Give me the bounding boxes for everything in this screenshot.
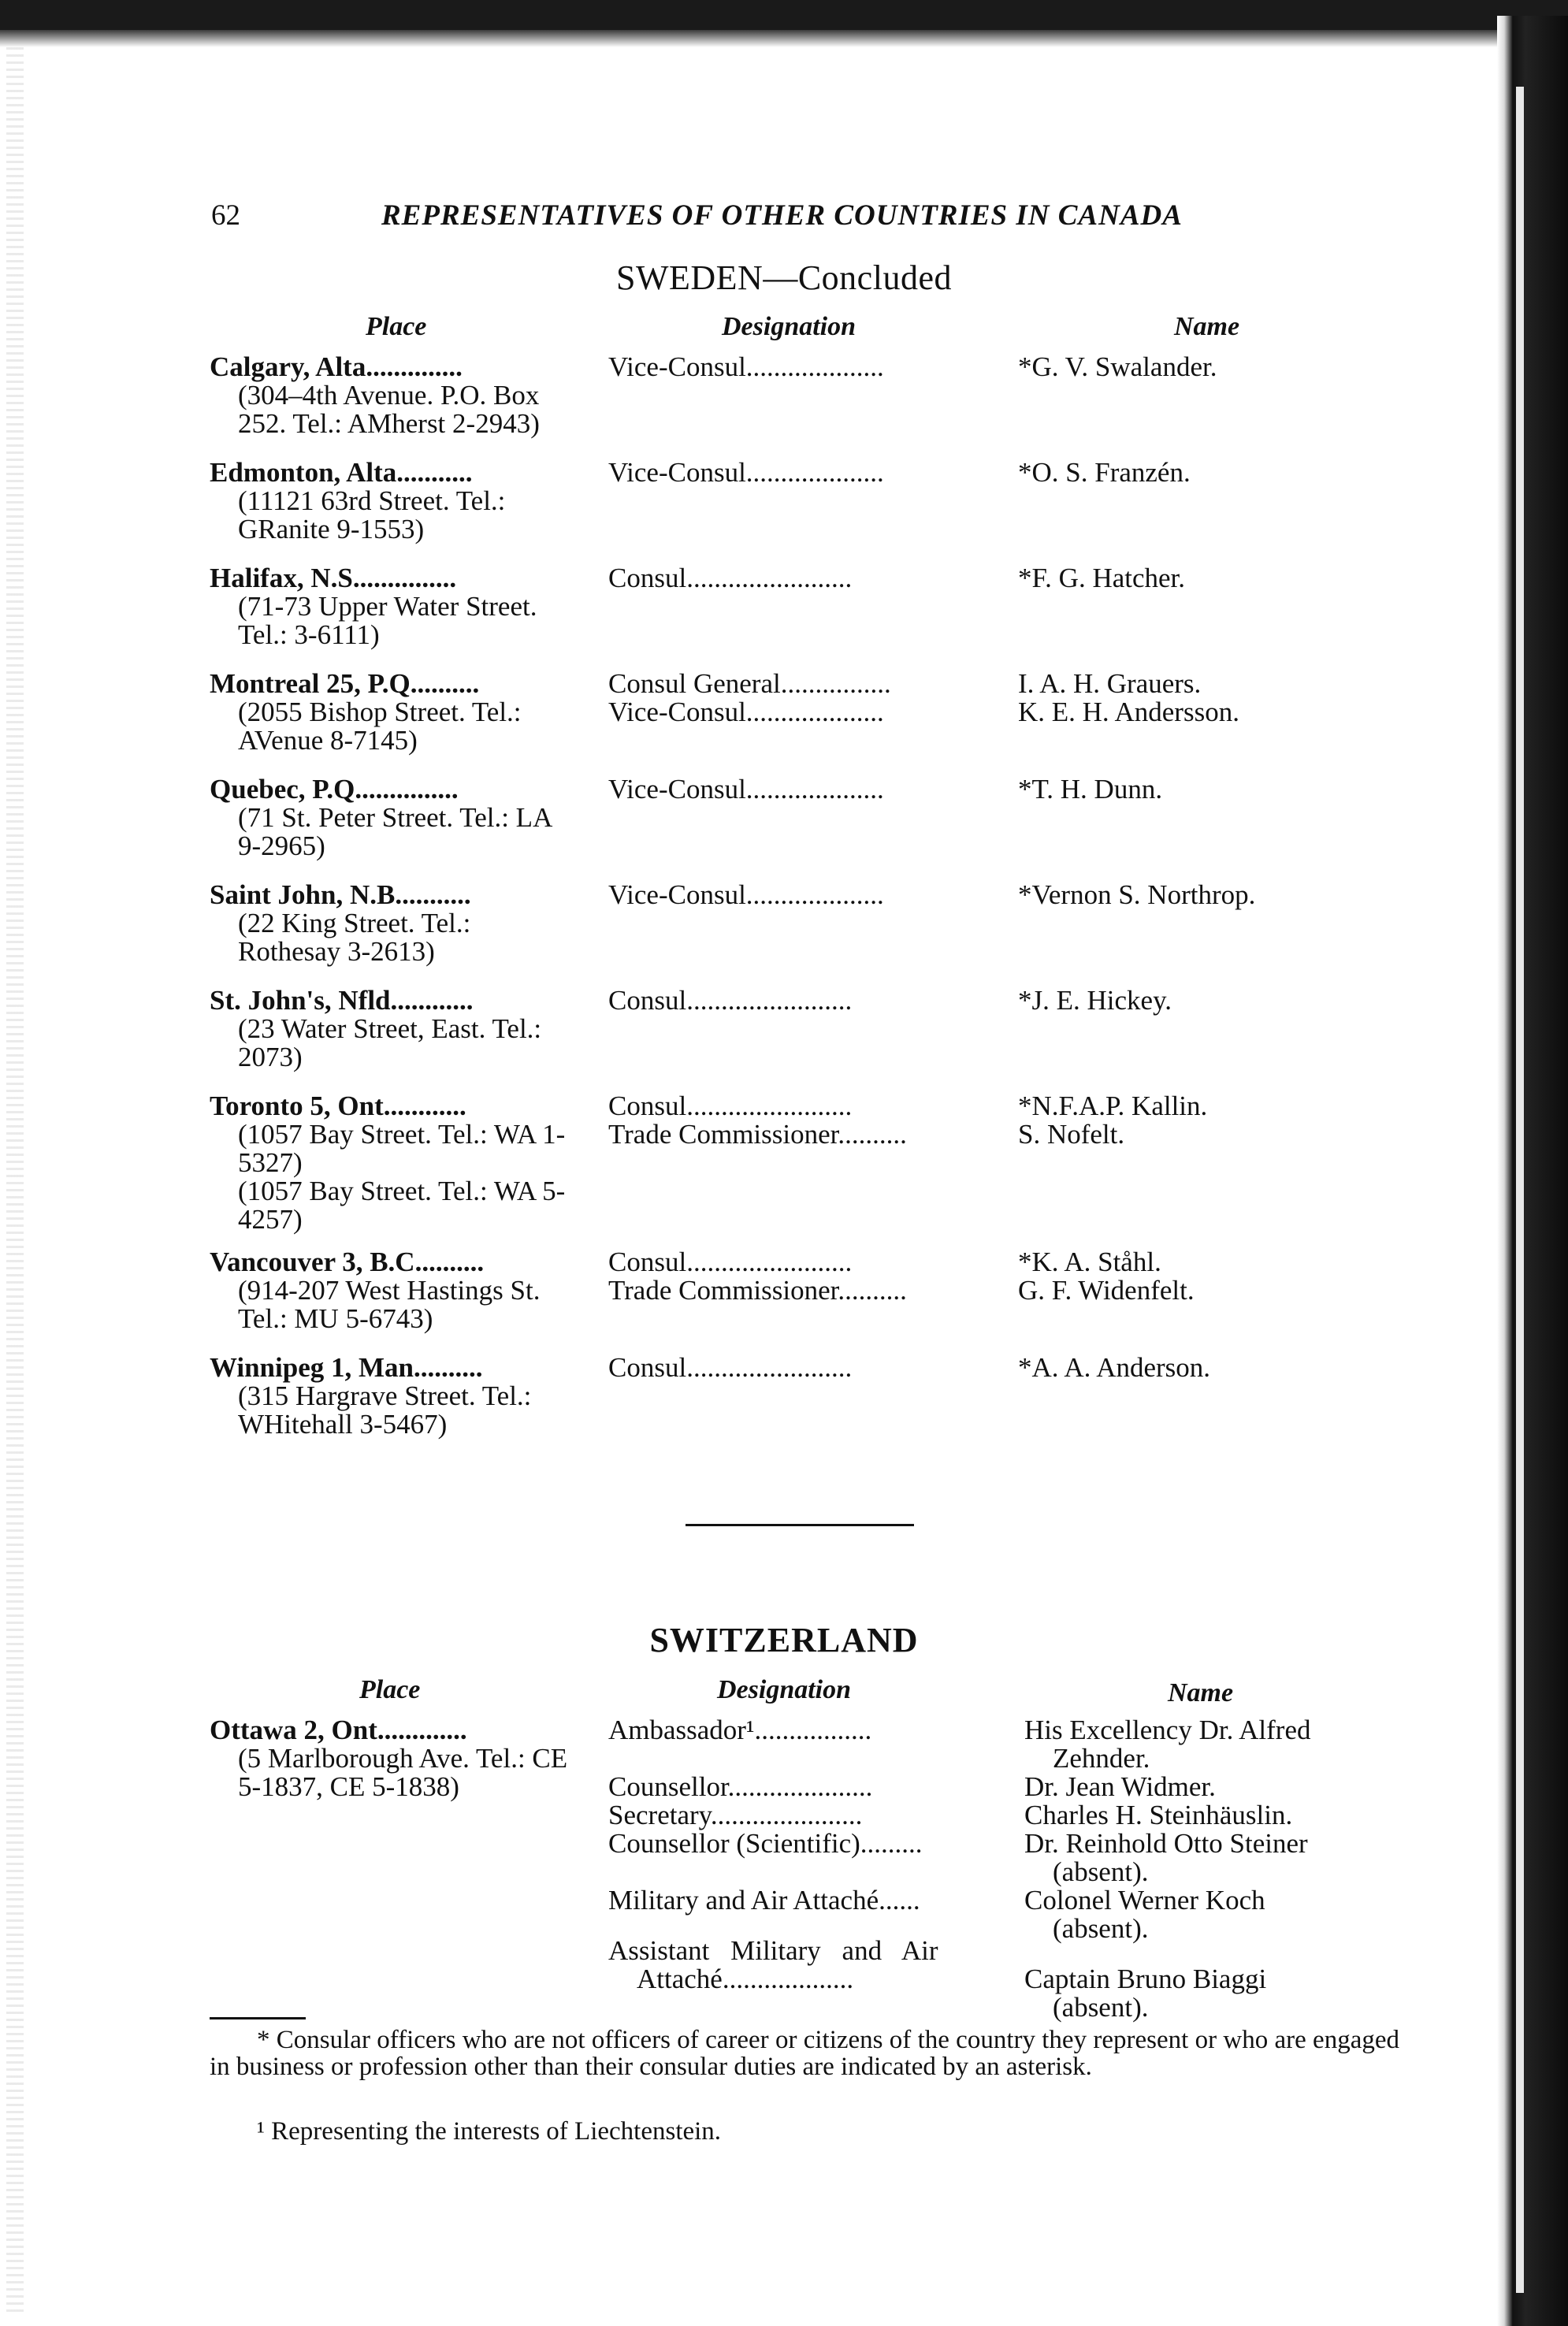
officer-name: *G. V. Swalander. xyxy=(1018,351,1217,382)
officer-name: (absent). xyxy=(1053,1992,1149,2023)
place-address: (23 Water Street, East. Tel.: 2073) xyxy=(238,1013,542,1072)
place-name: Quebec, P.Q............... xyxy=(210,774,459,804)
section-divider xyxy=(686,1524,914,1526)
place-name: Halifax, N.S............... xyxy=(210,563,457,593)
officer-name: Zehnder. xyxy=(1053,1743,1150,1774)
designation: Consul General................ xyxy=(608,668,891,699)
column-header-place: Place xyxy=(366,312,427,341)
place-name: Toronto 5, Ont............ xyxy=(210,1091,466,1121)
footnote-rule xyxy=(210,2017,306,2019)
officer-name: *F. G. Hatcher. xyxy=(1018,563,1186,593)
place-address: (5 Marlborough Ave. Tel.: CE 5-1837, CE 5-1838) xyxy=(238,1743,568,1802)
officer-name: His Excellency Dr. Alfred xyxy=(1024,1715,1311,1745)
officer-name: K. E. H. Andersson. xyxy=(1018,697,1239,727)
designation: Counsellor (Scientific)......... xyxy=(608,1828,923,1859)
officer-name: *Vernon S. Northrop. xyxy=(1018,879,1256,910)
officer-name: *A. A. Anderson. xyxy=(1018,1352,1211,1383)
place-name: St. John's, Nfld............ xyxy=(210,985,474,1016)
place-address: (304–4th Avenue. P.O. Box 252. Tel.: AMherst 2-2943) xyxy=(238,380,540,439)
place-name: Saint John, N.B........... xyxy=(210,879,471,910)
place-name: Edmonton, Alta........... xyxy=(210,457,473,488)
place-address: (1057 Bay Street. Tel.: WA 5-4257) xyxy=(238,1176,566,1235)
place-name: Vancouver 3, B.C.......... xyxy=(210,1247,485,1277)
column-header-designation: Designation xyxy=(722,312,856,341)
place-address: (22 King Street. Tel.: Rothesay 3-2613) xyxy=(238,908,471,967)
officer-name: Charles H. Steinhäuslin. xyxy=(1024,1800,1293,1830)
place-address: (71-73 Upper Water Street. Tel.: 3-6111) xyxy=(238,591,537,650)
officer-name: *J. E. Hickey. xyxy=(1018,985,1172,1016)
place-address: (71 St. Peter Street. Tel.: LA 9-2965) xyxy=(238,802,552,861)
place-address: (1057 Bay Street. Tel.: WA 1-5327) xyxy=(238,1119,566,1178)
designation: Trade Commissioner.......... xyxy=(608,1119,907,1150)
designation: Ambassador¹................. xyxy=(608,1715,872,1745)
place-address: (315 Hargrave Street. Tel.: WHitehall 3-5467) xyxy=(238,1380,532,1440)
officer-name: (absent). xyxy=(1053,1856,1149,1887)
officer-name: I. A. H. Grauers. xyxy=(1018,668,1202,699)
designation: Vice-Consul.................... xyxy=(608,697,884,727)
designation: Attaché................... xyxy=(637,1964,854,1994)
designation: Vice-Consul.................... xyxy=(608,879,884,910)
footnote-one: ¹ Representing the interests of Liechtenstein. xyxy=(257,2117,722,2146)
place-name: Ottawa 2, Ont............. xyxy=(210,1715,467,1745)
designation: Military and Air Attaché...... xyxy=(608,1885,920,1915)
designation: Counsellor..................... xyxy=(608,1771,873,1802)
officer-name: S. Nofelt. xyxy=(1018,1119,1125,1150)
footnote-asterisk: * Consular officers who are not officers of career or citizens of the country they represent or who are engaged in business or profession other than their consular duties are indicated by an asterisk. xyxy=(210,2026,1399,2081)
place-address: (2055 Bishop Street. Tel.: AVenue 8-7145) xyxy=(238,697,522,756)
place-name: Winnipeg 1, Man.......... xyxy=(210,1352,483,1383)
officer-name: *K. A. Ståhl. xyxy=(1018,1247,1161,1277)
section-title-sweden: SWEDEN—Concluded xyxy=(616,258,952,297)
officer-name: *O. S. Franzén. xyxy=(1018,457,1191,488)
officer-name: Captain Bruno Biaggi xyxy=(1024,1964,1267,1994)
designation: Vice-Consul.................... xyxy=(608,774,884,804)
column-header-place: Place xyxy=(359,1675,421,1704)
place-address: (914-207 West Hastings St. Tel.: MU 5-6743) xyxy=(238,1275,541,1334)
officer-name: Colonel Werner Koch xyxy=(1024,1885,1265,1915)
place-name: Calgary, Alta.............. xyxy=(210,351,463,382)
page-number: 62 xyxy=(211,199,240,232)
designation: Consul........................ xyxy=(608,563,853,593)
designation: Secretary...................... xyxy=(608,1800,863,1830)
designation: Vice-Consul.................... xyxy=(608,457,884,488)
designation: Consul........................ xyxy=(608,985,853,1016)
running-title: REPRESENTATIVES OF OTHER COUNTRIES IN CANADA xyxy=(381,199,1183,232)
column-header-name: Name xyxy=(1168,1678,1234,1707)
designation: Consul........................ xyxy=(608,1091,853,1121)
designation: Trade Commissioner.......... xyxy=(608,1275,907,1306)
officer-name: (absent). xyxy=(1053,1913,1149,1944)
section-title-switzerland: SWITZERLAND xyxy=(649,1621,919,1659)
officer-name: *N.F.A.P. Kallin. xyxy=(1018,1091,1208,1121)
page-header xyxy=(211,199,1235,238)
officer-name: *T. H. Dunn. xyxy=(1018,774,1163,804)
officer-name: G. F. Widenfelt. xyxy=(1018,1275,1195,1306)
officer-name: Dr. Reinhold Otto Steiner xyxy=(1024,1828,1308,1859)
column-header-name: Name xyxy=(1174,312,1240,341)
designation: Consul........................ xyxy=(608,1247,853,1277)
designation: Vice-Consul.................... xyxy=(608,351,884,382)
designation: Assistant Military and Air xyxy=(608,1935,938,1966)
place-address: (11121 63rd Street. Tel.: GRanite 9-1553) xyxy=(238,485,506,544)
designation: Consul........................ xyxy=(608,1352,853,1383)
place-name: Montreal 25, P.Q.......... xyxy=(210,668,480,699)
officer-name: Dr. Jean Widmer. xyxy=(1024,1771,1216,1802)
column-header-designation: Designation xyxy=(717,1675,852,1704)
